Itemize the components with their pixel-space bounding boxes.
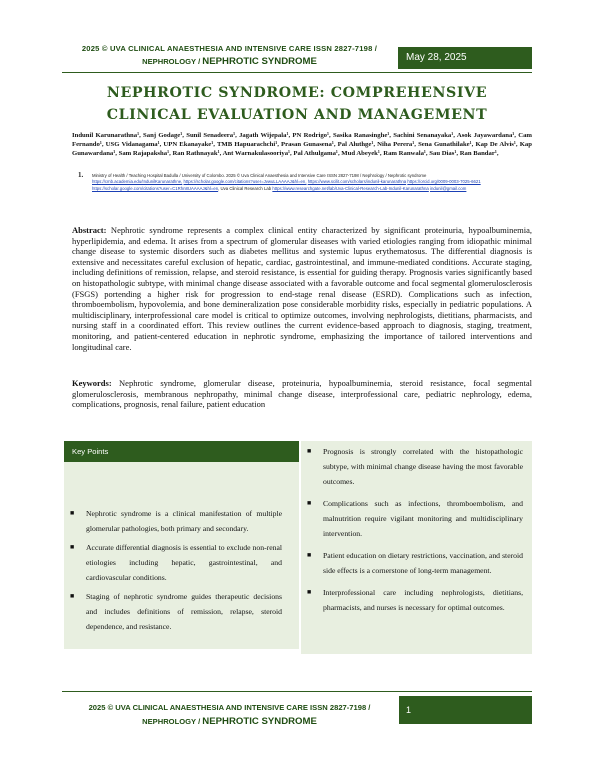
key-point-text: Prognosis is strongly correlated with the histopathologic subtype, with minimal change disease having the most favorable outcomes. [323, 447, 523, 486]
bullet-icon: ■ [307, 588, 312, 596]
bullet-icon: ■ [70, 509, 75, 517]
abstract-text: Nephrotic syndrome represents a complex clinical entity characterized by significant proteinuria, hypoalbuminemia, hyperlipidemia, and edema. It arises from a spectrum of glomerular diseases with varied etiologies ranging from idiopathic minimal change disease to systemic disorders such as diabetes mellitus and systemic lupus erythematosus. The differential diagnosis is extensive and necessitates careful exclusion of hepatic, cardiac, gastrointestinal, and immune-mediated conditions. Accurate staging, including definitions of remission, relapse, and steroid resistance, is essential for guiding therapy. Prognosis varies significantly based on histopathologic subtype, with minimal change disease associated with a favorable outcome and focal segmental glomerulosclerosis (FSGS) portending a higher risk for progression to end-stage renal disease (ESRD). Complications such as infection, thromboembolism, hypovolemia, and bone demineralization pose considerable morbidity risks, especially in pediatric populations. A multidisciplinary, interprofessional care model is critical to optimize outcomes, involving nephrologists, dietitians, pharmacists, and nursing staff in a coordinated effort. This review outlines the current evidence-based approach to diagnosis, staging, treatment, monitoring, and patient-centered education in nephrotic syndrome, emphasizing the importance of tailored interventions and longitudinal care. [72, 225, 532, 352]
footer-journal-info [62, 692, 397, 727]
key-point-text: Interprofessional care including nephrologists, dietitians, pharmacists, and nurses is necessary for optimal outcomes. [323, 588, 523, 612]
journal-line: 2025 © UVA CLINICAL ANAESTHESIA AND INTENSIVE CARE ISSN 2827-7198 / [81, 44, 378, 53]
key-point-text: Nephrotic syndrome is a clinical manifestation of multiple glomerular pathologies, both primary and secondary. [86, 509, 282, 533]
key-point-text: Patient education on dietary restrictions, vaccination, and steroid side effects is a cornerstone of long-term management. [323, 551, 523, 575]
bullet-icon: ■ [70, 543, 75, 551]
author-list: Indunil Karunarathna¹, Sanj Godage¹, Sunil Senadeera¹, Jagath Wijepala¹, PN Rodrigo¹, Sasika Ranasinghe¹, Sachini Senanayaka¹, Asok Jayawardana¹, Cam Fernando¹, USG Vidanagama¹, UPN Ekanayake¹, TMB Hapuarachchi¹, Prasan Gunasena¹, Pal Aluthge¹, Niha Perera¹, Sena Gunathilake¹, Kap De Alvis¹, Kap Gunawardana¹, Sam Rajapaksha¹, Ran Rathnayak¹, Ant Warnakulasooriya¹, Pal Athulgama¹, Mud Abeyek¹, Ram Ranwala¹, Sau Dias¹, Ran Bandar¹, [72, 132, 532, 158]
orcid-link[interactable]: https://orcid.org/0009-0003-7025-6621 [407, 179, 481, 185]
list-item [301, 444, 523, 489]
footer-journal-line: 2025 © UVA CLINICAL ANAESTHESIA AND INTENSIVE CARE ISSN 2827-7198 / [88, 703, 371, 712]
paper-title [62, 82, 532, 126]
affiliation [78, 171, 532, 192]
section-line [62, 56, 397, 67]
footer-section-label: NEPHROLOGY / [142, 717, 203, 726]
keywords-label: Keywords: [72, 378, 112, 388]
email-link[interactable]: indunil@gmail.com [430, 185, 467, 191]
keywords-text: Nephrotic syndrome, glomerular disease, proteinuria, hypoalbuminemia, steroid resistance, focal segmental glomerulosclerosis, membranous nephropathy, minimal change disease, interprofessional care, pediatric nephrology, edema, complications, prognosis, renal failure, patient education [72, 378, 532, 410]
page-number: 1 [399, 696, 532, 724]
list-item [301, 496, 523, 541]
title-line-1: NEPHROTIC SYNDROME: COMPREHENSIVE [106, 85, 488, 101]
scholar-link-2[interactable]: https://scholar.google.com/citations?user=C1Rhn8UAAAAJ&hl=en [92, 185, 219, 191]
bullet-icon: ■ [70, 592, 75, 600]
affiliation-text: Ministry of Health / Teaching Hospital Badulla / University of Colombo. 2025 © Uva Clinical Anaesthesia and Intensive Care ISSN 2827-7198 / Nephrology / Nephrotic syndrome [92, 173, 427, 178]
publication-date: May 28, 2025 [398, 47, 532, 69]
researchgate-link[interactable]: https://www.researchgate.net/lab/Uva-Clinical-Research-Lab-Indunil-Karunarathna [272, 185, 429, 191]
footer-section-line [62, 716, 397, 727]
key-point-text: Staging of nephrotic syndrome guides therapeutic decisions and includes definitions of remission, relapse, steroid dependence, and resistance. [86, 592, 282, 631]
list-item [64, 589, 282, 634]
section-label: NEPHROLOGY / [142, 57, 203, 66]
footer-section-topic: NEPHROTIC SYNDROME [202, 716, 317, 727]
key-points-heading: Key Points [64, 441, 299, 462]
running-header [62, 38, 532, 72]
scholar-link[interactable]: https://scholar.google.com/citations?user=JvwuLLAAAAJ&hl=en, [183, 179, 307, 185]
bullet-icon: ■ [307, 551, 312, 559]
section-topic: NEPHROTIC SYNDROME [202, 56, 317, 67]
key-points-box-right [301, 441, 532, 654]
keywords [72, 378, 532, 410]
bullet-icon: ■ [307, 447, 312, 455]
scilit-link[interactable]: https://www.scilit.com/scholars/indunil-karunarathna [307, 179, 407, 185]
abstract [72, 225, 532, 352]
list-item [301, 585, 523, 615]
list-item [64, 506, 282, 536]
key-points-list-right [301, 444, 523, 622]
key-points-box-left [64, 441, 299, 649]
bullet-icon: ■ [307, 499, 312, 507]
journal-info [62, 38, 397, 67]
header-divider [62, 72, 532, 73]
list-item [301, 548, 523, 578]
key-point-text: Accurate differential diagnosis is essential to exclude non-renal etiologies including hepatic, gastrointestinal, and cardiovascular conditions. [86, 543, 282, 582]
lab-text: , Uva Clinical Research Lab [218, 185, 272, 191]
abstract-label: Abstract: [72, 225, 107, 235]
affiliation-number: 1. [78, 171, 84, 179]
academia-link[interactable]: https://cmb.academia.edu/IndunilKarunarathne, [92, 179, 183, 185]
key-points-list-left [64, 506, 282, 638]
key-point-text: Complications such as infections, thromboembolism, and malnutrition require vigilant monitoring and multidisciplinary intervention. [323, 499, 523, 538]
running-footer [62, 692, 532, 732]
list-item [64, 540, 282, 585]
title-line-2: CLINICAL EVALUATION AND MANAGEMENT [106, 107, 488, 123]
